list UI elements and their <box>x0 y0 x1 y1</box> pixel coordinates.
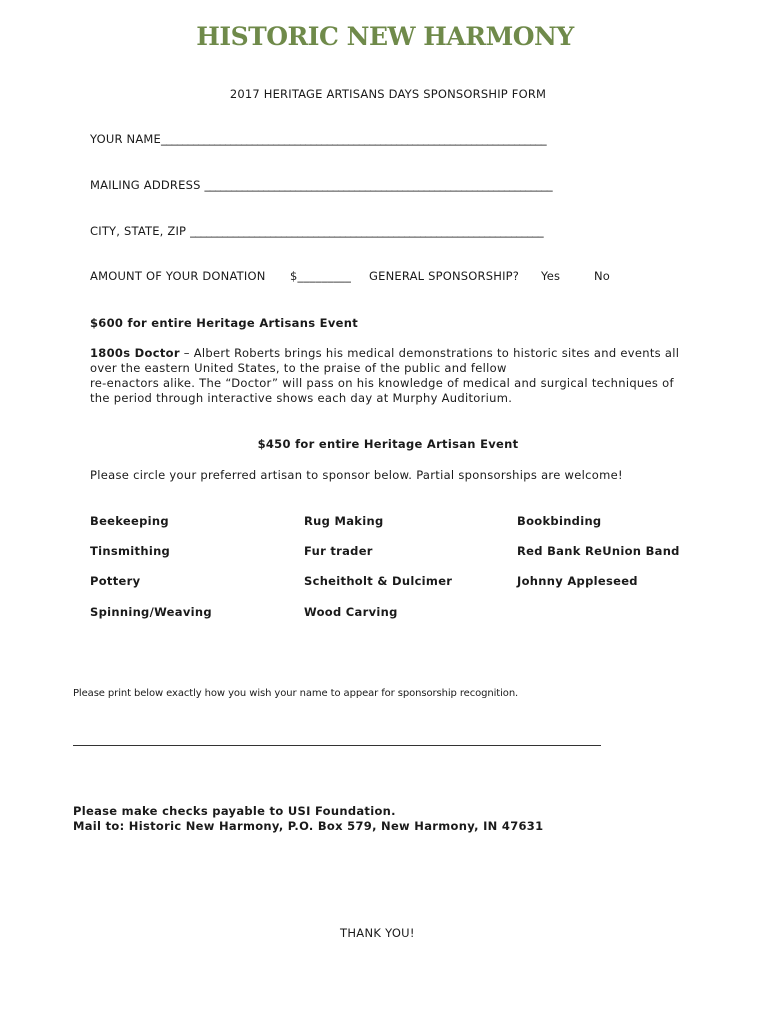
thank-you: THANK YOU! <box>340 926 415 940</box>
address-label: MAILING ADDRESS <box>90 178 201 192</box>
artisan-option[interactable]: Pottery <box>90 574 141 588</box>
amount-label: AMOUNT OF YOUR DONATION <box>90 269 266 283</box>
address-blank[interactable]: _________________________________________________________________ <box>204 178 553 192</box>
artisan-option[interactable]: Johnny Appleseed <box>517 574 638 588</box>
address-field[interactable] <box>90 178 552 192</box>
doctor-line-1: – Albert Roberts brings his medical demonstrations to historic sites and events all <box>179 346 680 360</box>
artisan-option[interactable]: Tinsmithing <box>90 544 171 558</box>
artisan-option[interactable]: Wood Carving <box>304 605 398 619</box>
doctor-description <box>90 346 690 406</box>
tier-450-heading: $450 for entire Heritage Artisan Event <box>257 437 519 451</box>
amount-blank[interactable]: $_________ <box>290 269 352 283</box>
page-title: HISTORIC NEW HARMONY <box>196 22 574 51</box>
doctor-name: 1800s Doctor <box>90 346 180 360</box>
artisan-option[interactable]: Fur trader <box>304 544 373 558</box>
payment-line-2: Mail to: Historic New Harmony, P.O. Box 579, New Harmony, IN 47631 <box>73 819 544 833</box>
yes-option[interactable]: Yes <box>541 269 561 283</box>
recognition-name-line[interactable] <box>73 745 601 746</box>
artisan-option[interactable]: Scheitholt & Dulcimer <box>304 574 453 588</box>
payment-line-1: Please make checks payable to USI Foundation. <box>73 804 396 818</box>
artisan-option[interactable]: Bookbinding <box>517 514 602 528</box>
doctor-line-4: the period through interactive shows each day at Murphy Auditorium. <box>90 391 513 405</box>
tier-600-heading: $600 for entire Heritage Artisans Event <box>90 316 359 330</box>
city-blank[interactable]: __________________________________________________________________ <box>190 224 544 238</box>
name-label: YOUR NAME <box>90 132 161 146</box>
recognition-instructions: Please print below exactly how you wish your name to appear for sponsorship recognition. <box>73 688 519 699</box>
no-option[interactable]: No <box>594 269 611 283</box>
artisan-instructions: Please circle your preferred artisan to sponsor below. Partial sponsorships are welcome! <box>90 468 623 482</box>
city-label: CITY, STATE, ZIP <box>90 224 187 238</box>
artisan-option[interactable]: Rug Making <box>304 514 384 528</box>
artisan-option[interactable]: Spinning/Weaving <box>90 605 212 619</box>
form-subtitle: 2017 HERITAGE ARTISANS DAYS SPONSORSHIP FORM <box>229 87 547 101</box>
doctor-line-3: re-enactors alike. The “Doctor” will pass on his knowledge of medical and surgical techniques of <box>90 376 674 390</box>
doctor-line-2: over the eastern United States, to the praise of the public and fellow <box>90 361 507 375</box>
artisan-option[interactable]: Beekeeping <box>90 514 169 528</box>
name-blank[interactable]: ________________________________________________________________________ <box>160 132 547 146</box>
city-field[interactable] <box>90 224 543 238</box>
general-sponsorship-label: GENERAL SPONSORSHIP? <box>369 269 520 283</box>
name-field[interactable] <box>90 132 546 146</box>
artisan-option[interactable]: Red Bank ReUnion Band <box>517 544 680 558</box>
